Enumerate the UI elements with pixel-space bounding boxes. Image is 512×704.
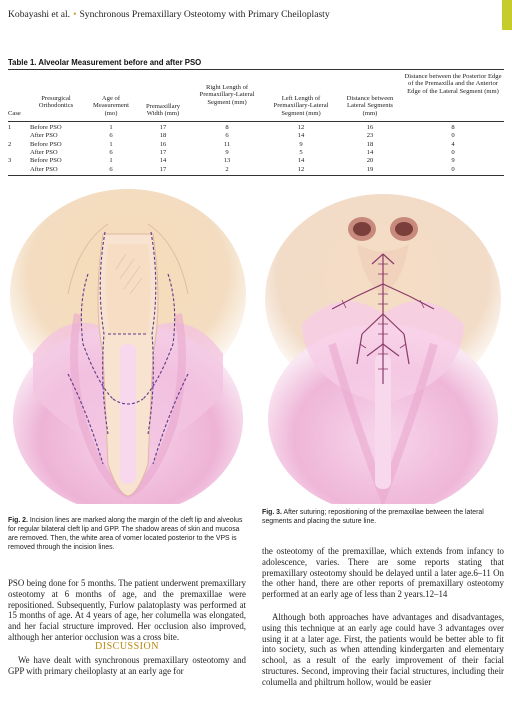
table-cell-width: 17 [159, 124, 167, 131]
figure-3-caption-text: After suturing; repositioning of the premaxillae between the lateral segments and placing the suture line. [262, 509, 484, 525]
col-header-right-length: Right Length of Premaxillary-Lateral Segment (mm) [199, 84, 255, 106]
table-cell-distance: 16 [366, 124, 374, 131]
col-header-distance: Distance between Lateral Segments (mm) [346, 95, 394, 117]
section-title-discussion: DISCUSSION [95, 641, 159, 652]
table-top-rule [8, 69, 504, 70]
table-cell-right: 8 [225, 124, 229, 131]
header-authors: Kobayashi et al. [8, 9, 71, 20]
table-cell-left: 9 [299, 140, 303, 148]
table-cell-age: 1 [109, 140, 113, 148]
table-cell-right: 6 [225, 132, 229, 140]
table-cell-ortho: Before PSO [30, 140, 62, 148]
table-cell-width: 16 [159, 140, 167, 148]
table-cell-distance: 19 [366, 165, 374, 173]
table-title: Table 1. Alveolar Measurement before and after PSO [8, 58, 202, 67]
col-header-ortho: Presurgical Orthodontics [38, 95, 74, 110]
table-cell-left: 12 [297, 124, 305, 131]
table-cell-age: 1 [109, 124, 113, 131]
table-cell-distance: 14 [366, 148, 374, 156]
table-cell-case: 1 [8, 124, 12, 131]
table-cell-width: 14 [159, 157, 167, 165]
table-cell-ortho: Before PSO [30, 124, 62, 131]
table-cell-age: 6 [109, 165, 113, 173]
table-row [0, 149, 512, 157]
table-row [0, 124, 512, 132]
table-cell-distance: 23 [366, 132, 374, 140]
table-cell-left: 12 [297, 165, 305, 173]
table-cell-posterior: 4 [451, 140, 455, 148]
table-header-rule [8, 121, 504, 122]
figure-2-illustration [8, 184, 248, 504]
table-cell-ortho: After PSO [30, 132, 58, 140]
table-cell-left: 14 [297, 157, 305, 165]
table-row [0, 157, 512, 165]
table-cell-ortho: After PSO [30, 165, 58, 173]
col-header-age: Age of Measurement (mo) [93, 95, 129, 117]
table-cell-posterior: 0 [451, 148, 455, 156]
figure-2-caption-text: Incision lines are marked along the margin of the cleft lip and alveolus for regular bilateral cleft lip and GPP. The shadow areas of skin and mucosa are removed. Then, the white area of vomer located posterior to the VPS is removed through the incision lines. [8, 517, 243, 551]
col-header-width: Premaxillary Width (mm) [145, 103, 181, 118]
corner-flag [502, 0, 512, 30]
table-cell-width: 17 [159, 165, 167, 173]
figure-3-label: Fig. 3. [262, 509, 282, 516]
table-cell-distance: 18 [366, 140, 374, 148]
table-cell-left: 14 [297, 132, 305, 140]
table-cell-case: 3 [8, 157, 12, 165]
table-cell-left: 5 [299, 148, 303, 156]
table-cell-right: 13 [223, 157, 231, 165]
body-paragraph-left: PSO being done for 5 months. The patient underwent premaxillary osteotomy at 6 months of age, and the premaxillae were repositioned. Subsequently, Furlow palatoplasty was performed at 15 months of age. At 4 years of age, her columella was elongated, and her facial structure improved. Her occlusion also improved, although her anterior occlusion was a cross bite. [8, 578, 246, 642]
table-cell-right: 2 [225, 165, 229, 173]
table-cell-right: 11 [223, 140, 231, 148]
figure-2-label: Fig. 2. [8, 517, 28, 524]
table-cell-width: 17 [159, 148, 167, 156]
running-header [8, 9, 330, 20]
table-row [0, 166, 512, 174]
col-header-posterior: Distance between the Posterior Edge of the Premaxilla and the Anterior Edge of the Lateral Segment (mm) [404, 73, 502, 95]
col-header-case: Case [8, 110, 21, 117]
figure-3-caption [262, 508, 504, 526]
figure-2-caption [8, 516, 246, 552]
table-cell-width: 18 [159, 132, 167, 140]
table-cell-ortho: Before PSO [30, 157, 62, 165]
bullet-icon: • [73, 9, 77, 20]
table-row [0, 132, 512, 140]
table-cell-posterior: 0 [451, 132, 455, 140]
table-cell-posterior: 9 [451, 157, 455, 165]
body-paragraph-left-2: We have dealt with synchronous premaxillary osteotomy and GPP with primary cheiloplasty at an early age for [8, 655, 246, 676]
table-cell-right: 9 [225, 148, 229, 156]
table-cell-ortho: After PSO [30, 148, 58, 156]
col-header-left-length: Left Length of Premaxillary-Lateral Segment (mm) [273, 95, 329, 117]
table-cell-age: 6 [109, 148, 113, 156]
table-cell-case: 2 [8, 140, 12, 148]
table-row [0, 141, 512, 149]
body-paragraph-right-1: the osteotomy of the premaxillae, which extends from infancy to adolescence, varies. There are some reports stating that premaxillary osteotomy should be delayed until a later age.6–11 On the other hand, there are other reports of premaxillary osteotomy performed at an early age of less than 2 years.12–14 [262, 546, 504, 600]
header-title: Synchronous Premaxillary Osteotomy with Primary Cheiloplasty [79, 9, 330, 20]
body-paragraph-right-2: Although both approaches have advantages and disadvantages, using this technique at an early age could have 3 advantages over using it at a later age. First, the patients would be better able to fit into society, such as when attending kindergarten and elementary school, as a result of the early improvement of their facial structures. Second, improving their facial structures, including their columella and philtrum hollow, would be easier [262, 612, 504, 687]
table-cell-posterior: 0 [451, 165, 455, 173]
table-cell-distance: 20 [366, 157, 374, 165]
figure-3-illustration [262, 184, 504, 504]
table-cell-age: 6 [109, 132, 113, 140]
table-cell-posterior: 8 [451, 124, 455, 131]
table-cell-age: 1 [109, 157, 113, 165]
table-bottom-rule [8, 175, 504, 176]
